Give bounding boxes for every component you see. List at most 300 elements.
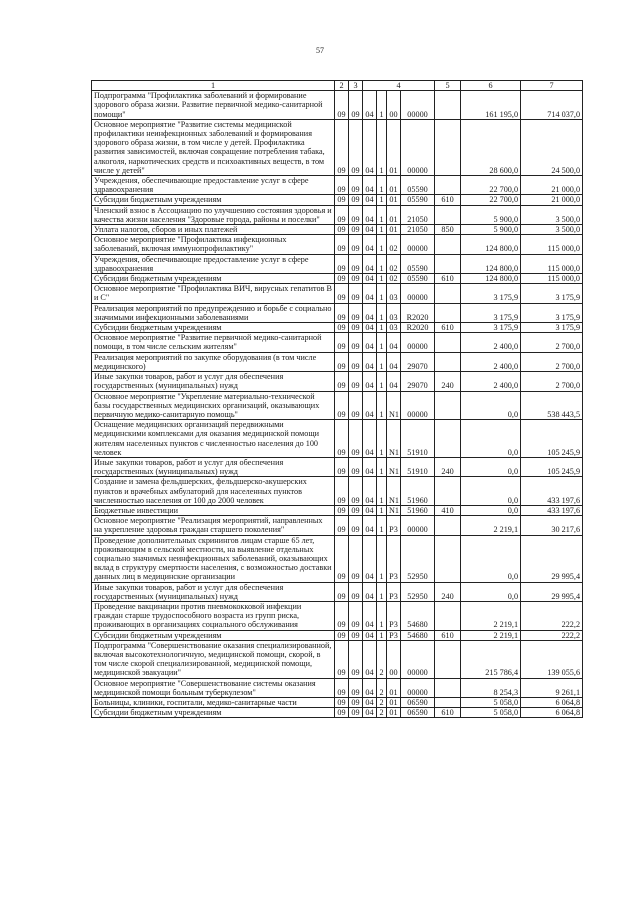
table-row xyxy=(92,176,583,195)
code-subsection: 04 xyxy=(363,582,377,601)
code-event: 01 xyxy=(387,678,401,697)
code-ministry: 09 xyxy=(335,274,349,284)
code-section: 09 xyxy=(349,457,363,476)
code-ministry: 09 xyxy=(335,698,349,708)
amount-year-2: 6 064,8 xyxy=(521,708,583,718)
row-name: Иные закупки товаров, работ и услуг для обеспечения государственных (муниципальных) нужд xyxy=(92,372,335,391)
code-program: 1 xyxy=(377,176,387,195)
code-section: 09 xyxy=(349,630,363,640)
code-event: 03 xyxy=(387,323,401,333)
row-name: Реализация мероприятий по закупке оборудования (в том числе медицинского) xyxy=(92,352,335,371)
code-section: 09 xyxy=(349,91,363,120)
amount-year-1: 0,0 xyxy=(461,477,521,506)
code-direction: 00000 xyxy=(401,284,435,303)
code-event: 02 xyxy=(387,235,401,254)
code-subsection: 04 xyxy=(363,119,377,175)
code-subsection: 04 xyxy=(363,640,377,678)
table-row xyxy=(92,698,583,708)
code-subsection: 04 xyxy=(363,333,377,352)
code-section: 09 xyxy=(349,640,363,678)
table-row xyxy=(92,535,583,582)
table-row xyxy=(92,582,583,601)
row-name: Основное мероприятие "Укрепление материально-технической базы государственных медицинских организаций, оказывающих первичную медико-санитарную помощь" xyxy=(92,391,335,420)
code-direction: 52950 xyxy=(401,582,435,601)
code-subsection: 04 xyxy=(363,274,377,284)
row-name: Уплата налогов, сборов и иных платежей xyxy=(92,225,335,235)
code-direction: 00000 xyxy=(401,333,435,352)
amount-year-2: 30 217,6 xyxy=(521,516,583,535)
amount-year-2: 105 245,9 xyxy=(521,420,583,458)
code-program: 1 xyxy=(377,303,387,322)
amount-year-1: 124 800,0 xyxy=(461,274,521,284)
table-row xyxy=(92,420,583,458)
amount-year-1: 0,0 xyxy=(461,505,521,515)
amount-year-2: 3 175,9 xyxy=(521,323,583,333)
code-expense-type xyxy=(435,352,461,371)
table-row xyxy=(92,284,583,303)
code-direction: 00000 xyxy=(401,235,435,254)
code-direction: 00000 xyxy=(401,640,435,678)
row-name: Реализация мероприятий по предупреждению и борьбе с социально значимыми инфекционными заболеваниями xyxy=(92,303,335,322)
code-ministry: 09 xyxy=(335,176,349,195)
row-name: Основное мероприятие "Профилактика ВИЧ, вирусных гепатитов В и С" xyxy=(92,284,335,303)
row-name: Субсидии бюджетным учреждениям xyxy=(92,195,335,205)
amount-year-2: 139 055,6 xyxy=(521,640,583,678)
budget-table xyxy=(91,80,583,718)
amount-year-2: 29 995,4 xyxy=(521,535,583,582)
code-subsection: 04 xyxy=(363,391,377,420)
table-row xyxy=(92,323,583,333)
code-program: 1 xyxy=(377,333,387,352)
amount-year-1: 124 800,0 xyxy=(461,235,521,254)
code-event: N1 xyxy=(387,457,401,476)
code-ministry: 09 xyxy=(335,352,349,371)
code-expense-type xyxy=(435,333,461,352)
code-section: 09 xyxy=(349,119,363,175)
amount-year-2: 3 500,0 xyxy=(521,225,583,235)
code-expense-type xyxy=(435,284,461,303)
code-section: 09 xyxy=(349,333,363,352)
code-ministry: 09 xyxy=(335,457,349,476)
code-section: 09 xyxy=(349,284,363,303)
table-row xyxy=(92,91,583,120)
code-direction: R2020 xyxy=(401,303,435,322)
code-ministry: 09 xyxy=(335,582,349,601)
code-expense-type: 610 xyxy=(435,323,461,333)
page-number: 57 xyxy=(316,46,324,55)
header-col-7: 7 xyxy=(521,81,583,91)
code-direction: R2020 xyxy=(401,323,435,333)
code-section: 09 xyxy=(349,205,363,224)
table-row xyxy=(92,235,583,254)
row-name: Создание и замена фельдшерских, фельдшерско-акушерских пунктов и врачебных амбулаторий для населенных пунктов численностью населения от 100 до 2000 человек xyxy=(92,477,335,506)
code-ministry: 09 xyxy=(335,235,349,254)
code-direction: 51960 xyxy=(401,477,435,506)
amount-year-2: 433 197,6 xyxy=(521,477,583,506)
code-ministry: 09 xyxy=(335,391,349,420)
code-direction: 00000 xyxy=(401,119,435,175)
amount-year-1: 22 700,0 xyxy=(461,195,521,205)
row-name: Основное мероприятие "Совершенствование системы оказания медицинской помощи больным туберкулезом" xyxy=(92,678,335,697)
code-program: 1 xyxy=(377,391,387,420)
header-col-1: 1 xyxy=(92,81,335,91)
code-direction: 00000 xyxy=(401,91,435,120)
code-program: 1 xyxy=(377,235,387,254)
code-ministry: 09 xyxy=(335,535,349,582)
code-program: 1 xyxy=(377,516,387,535)
code-ministry: 09 xyxy=(335,284,349,303)
row-name: Иные закупки товаров, работ и услуг для обеспечения государственных (муниципальных) нужд xyxy=(92,582,335,601)
code-subsection: 04 xyxy=(363,235,377,254)
code-section: 09 xyxy=(349,391,363,420)
code-program: 1 xyxy=(377,119,387,175)
code-program: 1 xyxy=(377,457,387,476)
code-subsection: 04 xyxy=(363,630,377,640)
code-program: 1 xyxy=(377,535,387,582)
code-subsection: 04 xyxy=(363,678,377,697)
code-event: 01 xyxy=(387,698,401,708)
code-ministry: 09 xyxy=(335,640,349,678)
code-direction: 21050 xyxy=(401,225,435,235)
table-row xyxy=(92,274,583,284)
code-program: 1 xyxy=(377,323,387,333)
table-row xyxy=(92,505,583,515)
code-expense-type xyxy=(435,254,461,273)
code-program: 2 xyxy=(377,640,387,678)
code-event: 03 xyxy=(387,303,401,322)
code-subsection: 04 xyxy=(363,284,377,303)
amount-year-1: 2 400,0 xyxy=(461,352,521,371)
amount-year-2: 3 175,9 xyxy=(521,303,583,322)
code-ministry: 09 xyxy=(335,601,349,630)
code-expense-type xyxy=(435,516,461,535)
row-name: Членский взнос в Ассоциацию по улучшению состояния здоровья и качества жизни населения "Здоровые города, районы и поселки" xyxy=(92,205,335,224)
code-expense-type: 240 xyxy=(435,372,461,391)
code-direction: 00000 xyxy=(401,516,435,535)
code-subsection: 04 xyxy=(363,352,377,371)
code-section: 09 xyxy=(349,323,363,333)
code-expense-type xyxy=(435,535,461,582)
amount-year-2: 9 261,1 xyxy=(521,678,583,697)
table-row xyxy=(92,225,583,235)
amount-year-1: 124 800,0 xyxy=(461,254,521,273)
code-event: 04 xyxy=(387,372,401,391)
code-ministry: 09 xyxy=(335,91,349,120)
code-direction: 05590 xyxy=(401,254,435,273)
code-program: 1 xyxy=(377,630,387,640)
code-subsection: 04 xyxy=(363,477,377,506)
amount-year-1: 8 254,3 xyxy=(461,678,521,697)
code-expense-type: 850 xyxy=(435,225,461,235)
code-direction: 51960 xyxy=(401,505,435,515)
amount-year-1: 2 219,1 xyxy=(461,516,521,535)
code-expense-type: 410 xyxy=(435,505,461,515)
table-row xyxy=(92,352,583,371)
code-section: 09 xyxy=(349,352,363,371)
code-subsection: 04 xyxy=(363,420,377,458)
code-section: 09 xyxy=(349,601,363,630)
code-section: 09 xyxy=(349,477,363,506)
code-subsection: 04 xyxy=(363,601,377,630)
code-direction: 00000 xyxy=(401,678,435,697)
code-expense-type xyxy=(435,91,461,120)
code-program: 1 xyxy=(377,195,387,205)
code-event: P3 xyxy=(387,582,401,601)
amount-year-2: 105 245,9 xyxy=(521,457,583,476)
code-direction: 29070 xyxy=(401,372,435,391)
code-event: 03 xyxy=(387,284,401,303)
code-subsection: 04 xyxy=(363,505,377,515)
code-subsection: 04 xyxy=(363,195,377,205)
amount-year-2: 2 700,0 xyxy=(521,372,583,391)
row-name: Основное мероприятие "Развитие первичной медико-санитарной помощи, в том числе сельским жителям" xyxy=(92,333,335,352)
code-expense-type xyxy=(435,477,461,506)
code-direction: 05590 xyxy=(401,176,435,195)
code-expense-type xyxy=(435,678,461,697)
code-section: 09 xyxy=(349,176,363,195)
code-ministry: 09 xyxy=(335,323,349,333)
code-ministry: 09 xyxy=(335,372,349,391)
amount-year-2: 21 000,0 xyxy=(521,176,583,195)
code-section: 09 xyxy=(349,420,363,458)
amount-year-1: 22 700,0 xyxy=(461,176,521,195)
code-section: 09 xyxy=(349,698,363,708)
code-direction: 51910 xyxy=(401,420,435,458)
code-program: 2 xyxy=(377,678,387,697)
row-name: Больницы, клиники, госпитали, медико-санитарные части xyxy=(92,698,335,708)
code-section: 09 xyxy=(349,195,363,205)
code-event: P3 xyxy=(387,630,401,640)
code-program: 1 xyxy=(377,372,387,391)
code-expense-type xyxy=(435,698,461,708)
code-expense-type xyxy=(435,176,461,195)
code-direction: 00000 xyxy=(401,391,435,420)
code-event: 04 xyxy=(387,333,401,352)
amount-year-1: 0,0 xyxy=(461,582,521,601)
code-program: 1 xyxy=(377,477,387,506)
code-expense-type: 240 xyxy=(435,457,461,476)
code-event: 01 xyxy=(387,195,401,205)
table-row xyxy=(92,457,583,476)
code-event: 04 xyxy=(387,352,401,371)
code-subsection: 04 xyxy=(363,225,377,235)
code-ministry: 09 xyxy=(335,303,349,322)
header-col-2: 2 xyxy=(335,81,349,91)
amount-year-2: 115 000,0 xyxy=(521,235,583,254)
code-ministry: 09 xyxy=(335,477,349,506)
amount-year-2: 115 000,0 xyxy=(521,254,583,273)
code-section: 09 xyxy=(349,505,363,515)
code-section: 09 xyxy=(349,274,363,284)
code-event: 02 xyxy=(387,274,401,284)
code-direction: 29070 xyxy=(401,352,435,371)
header-col-3: 3 xyxy=(349,81,363,91)
amount-year-2: 222,2 xyxy=(521,601,583,630)
amount-year-1: 5 058,0 xyxy=(461,698,521,708)
table-row xyxy=(92,205,583,224)
code-program: 1 xyxy=(377,420,387,458)
code-event: 02 xyxy=(387,254,401,273)
row-name: Основное мероприятие "Реализация мероприятий, направленных на укрепление здоровья граждан старшего поколения" xyxy=(92,516,335,535)
code-section: 09 xyxy=(349,254,363,273)
code-ministry: 09 xyxy=(335,630,349,640)
amount-year-2: 21 000,0 xyxy=(521,195,583,205)
row-name: Бюджетные инвестиции xyxy=(92,505,335,515)
code-expense-type xyxy=(435,391,461,420)
table-row xyxy=(92,477,583,506)
amount-year-1: 0,0 xyxy=(461,457,521,476)
row-name: Оснащение медицинских организаций передвижными медицинскими комплексами для оказания медицинской помощи жителям населенных пунктов с численностью населения до 100 человек xyxy=(92,420,335,458)
code-direction: 05590 xyxy=(401,195,435,205)
code-expense-type xyxy=(435,205,461,224)
code-direction: 54680 xyxy=(401,630,435,640)
code-ministry: 09 xyxy=(335,678,349,697)
amount-year-2: 714 037,0 xyxy=(521,91,583,120)
code-section: 09 xyxy=(349,372,363,391)
code-event: 00 xyxy=(387,91,401,120)
amount-year-2: 24 500,0 xyxy=(521,119,583,175)
code-subsection: 04 xyxy=(363,91,377,120)
code-ministry: 09 xyxy=(335,225,349,235)
code-event: N1 xyxy=(387,391,401,420)
table-row xyxy=(92,630,583,640)
code-event: P3 xyxy=(387,516,401,535)
code-direction: 54680 xyxy=(401,601,435,630)
row-name: Учреждения, обеспечивающие предоставление услуг в сфере здравоохранения xyxy=(92,176,335,195)
code-event: 00 xyxy=(387,640,401,678)
code-ministry: 09 xyxy=(335,119,349,175)
amount-year-2: 2 700,0 xyxy=(521,333,583,352)
code-subsection: 04 xyxy=(363,457,377,476)
amount-year-1: 0,0 xyxy=(461,420,521,458)
table-row xyxy=(92,391,583,420)
code-event: N1 xyxy=(387,477,401,506)
code-expense-type xyxy=(435,235,461,254)
amount-year-1: 5 900,0 xyxy=(461,205,521,224)
amount-year-1: 3 175,9 xyxy=(461,323,521,333)
row-name: Проведение дополнительных скринингов лицам старше 65 лет, проживающим в сельской местности, на выявление отдельных социально значимых неинфекционных заболеваний, оказывающих вклад в структуру смертности населения, с возможностью доставки данных лиц в медицинские организации xyxy=(92,535,335,582)
amount-year-1: 2 219,1 xyxy=(461,630,521,640)
code-event: P3 xyxy=(387,535,401,582)
code-direction: 21050 xyxy=(401,205,435,224)
code-event: 01 xyxy=(387,708,401,718)
code-event: 01 xyxy=(387,176,401,195)
code-ministry: 09 xyxy=(335,505,349,515)
table-row xyxy=(92,516,583,535)
code-direction: 05590 xyxy=(401,274,435,284)
amount-year-1: 5 058,0 xyxy=(461,708,521,718)
amount-year-2: 2 700,0 xyxy=(521,352,583,371)
row-name: Основное мероприятие "Развитие системы медицинской профилактики неинфекционных заболеваний и формирования здорового образа жизни, в том числе у детей. Профилактика развития зависимостей, включая сокращение потребления табака, алкоголя, наркотических средств и психоактивных веществ, в том числе у детей" xyxy=(92,119,335,175)
code-subsection: 04 xyxy=(363,205,377,224)
row-name: Субсидии бюджетным учреждениям xyxy=(92,274,335,284)
code-ministry: 09 xyxy=(335,254,349,273)
header-col-5: 5 xyxy=(435,81,461,91)
code-ministry: 09 xyxy=(335,516,349,535)
amount-year-2: 433 197,6 xyxy=(521,505,583,515)
amount-year-1: 28 600,0 xyxy=(461,119,521,175)
code-event: 01 xyxy=(387,119,401,175)
amount-year-1: 3 175,9 xyxy=(461,303,521,322)
code-event: N1 xyxy=(387,420,401,458)
code-program: 1 xyxy=(377,582,387,601)
table-row xyxy=(92,254,583,273)
code-ministry: 09 xyxy=(335,708,349,718)
amount-year-2: 3 175,9 xyxy=(521,284,583,303)
row-name: Субсидии бюджетным учреждениям xyxy=(92,323,335,333)
amount-year-2: 115 000,0 xyxy=(521,274,583,284)
code-program: 1 xyxy=(377,601,387,630)
code-program: 2 xyxy=(377,708,387,718)
code-expense-type: 610 xyxy=(435,274,461,284)
row-name: Подпрограмма "Профилактика заболеваний и формирование здорового образа жизни. Развитие первичной медико-санитарной помощи" xyxy=(92,91,335,120)
amount-year-1: 2 400,0 xyxy=(461,372,521,391)
code-section: 09 xyxy=(349,516,363,535)
code-expense-type: 610 xyxy=(435,195,461,205)
code-subsection: 04 xyxy=(363,535,377,582)
row-name: Проведение вакцинации против пневмококковой инфекции граждан старше трудоспособного возраста из групп риска, проживающих в организациях социального обслуживания xyxy=(92,601,335,630)
code-event: N1 xyxy=(387,505,401,515)
code-direction: 06590 xyxy=(401,708,435,718)
code-subsection: 04 xyxy=(363,176,377,195)
code-expense-type: 610 xyxy=(435,708,461,718)
code-ministry: 09 xyxy=(335,420,349,458)
table-row xyxy=(92,195,583,205)
code-subsection: 04 xyxy=(363,323,377,333)
table-row xyxy=(92,372,583,391)
row-name: Подпрограмма "Совершенствование оказания специализированной, включая высокотехнологичную, медицинской помощи, скорой, в том числе скорой специализированной, медицинской помощи, медицинской эвакуации" xyxy=(92,640,335,678)
code-program: 1 xyxy=(377,91,387,120)
code-section: 09 xyxy=(349,678,363,697)
code-expense-type xyxy=(435,303,461,322)
code-expense-type xyxy=(435,601,461,630)
table-row xyxy=(92,333,583,352)
code-program: 1 xyxy=(377,284,387,303)
row-name: Учреждения, обеспечивающие предоставление услуг в сфере здравоохранения xyxy=(92,254,335,273)
header-col-4: 4 xyxy=(363,81,435,91)
amount-year-2: 3 500,0 xyxy=(521,205,583,224)
code-ministry: 09 xyxy=(335,205,349,224)
code-expense-type: 240 xyxy=(435,582,461,601)
code-expense-type xyxy=(435,640,461,678)
code-expense-type xyxy=(435,119,461,175)
amount-year-2: 538 443,5 xyxy=(521,391,583,420)
code-subsection: 04 xyxy=(363,303,377,322)
code-event: 01 xyxy=(387,205,401,224)
code-ministry: 09 xyxy=(335,195,349,205)
row-name: Субсидии бюджетным учреждениям xyxy=(92,708,335,718)
table-row xyxy=(92,119,583,175)
header-row xyxy=(92,81,583,91)
code-program: 1 xyxy=(377,352,387,371)
header-col-6: 6 xyxy=(461,81,521,91)
code-expense-type: 610 xyxy=(435,630,461,640)
code-program: 2 xyxy=(377,698,387,708)
amount-year-2: 29 995,4 xyxy=(521,582,583,601)
code-section: 09 xyxy=(349,535,363,582)
code-program: 1 xyxy=(377,205,387,224)
amount-year-1: 3 175,9 xyxy=(461,284,521,303)
amount-year-2: 222,2 xyxy=(521,630,583,640)
code-subsection: 04 xyxy=(363,698,377,708)
amount-year-1: 2 219,1 xyxy=(461,601,521,630)
table-row xyxy=(92,678,583,697)
code-ministry: 09 xyxy=(335,333,349,352)
table-row xyxy=(92,640,583,678)
row-name: Иные закупки товаров, работ и услуг для обеспечения государственных (муниципальных) нужд xyxy=(92,457,335,476)
amount-year-1: 0,0 xyxy=(461,391,521,420)
table-row xyxy=(92,601,583,630)
